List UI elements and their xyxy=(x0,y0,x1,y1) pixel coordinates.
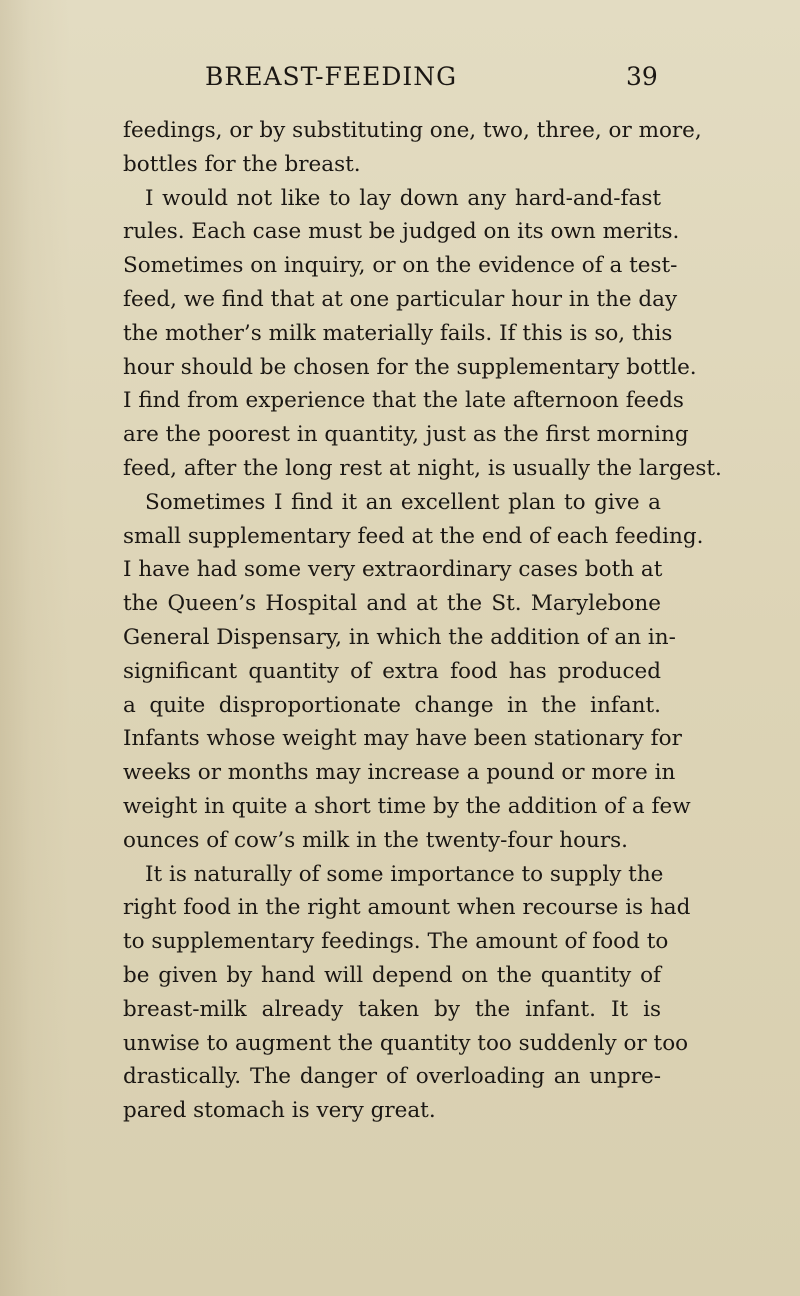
running-head: BREAST-FEEDING xyxy=(205,62,458,91)
text-line: a quite disproportionate change in the infant. xyxy=(123,692,661,718)
text-line: I find from experience that the late afternoon feeds xyxy=(123,388,684,414)
body-text xyxy=(123,114,722,1128)
text-line: be given by hand will depend on the quantity of xyxy=(123,962,661,988)
text-line: hour should be chosen for the supplementary bottle. xyxy=(123,354,697,380)
text-line: unwise to augment the quantity too suddenly or too xyxy=(123,1030,689,1056)
text-line: ounces of cow’s milk in the twenty-four hours. xyxy=(123,827,629,853)
text-line: Sometimes I find it an excellent plan to give a xyxy=(145,489,661,515)
text-line: the Queen’s Hospital and at the St. Marylebone xyxy=(123,591,661,617)
text-line: breast-milk already taken by the infant. It is xyxy=(123,996,661,1022)
text-line: right food in the right amount when recourse is had xyxy=(123,895,691,921)
text-line: weeks or months may increase a pound or more in xyxy=(123,760,676,786)
text-line: the mother’s milk materially fails. If this is so, this xyxy=(123,320,673,346)
text-line: pared stomach is very great. xyxy=(123,1098,436,1124)
page-header xyxy=(0,62,800,102)
text-line: Infants whose weight may have been stationary for xyxy=(123,726,682,752)
text-line: bottles for the breast. xyxy=(123,151,361,177)
text-line: significant quantity of extra food has produced xyxy=(123,658,661,684)
text-line: feed, after the long rest at night, is usually the largest. xyxy=(123,455,722,481)
text-line: are the poorest in quantity, just as the first morning xyxy=(123,422,689,448)
text-line: General Dispensary, in which the addition of an in- xyxy=(123,624,676,650)
text-line: small supplementary feed at the end of each feeding. xyxy=(123,523,704,549)
text-line: Sometimes on inquiry, or on the evidence of a test- xyxy=(123,253,678,279)
page-number: 39 xyxy=(626,62,658,91)
text-line: rules. Each case must be judged on its own merits. xyxy=(123,219,680,245)
text-line: It is naturally of some importance to supply the xyxy=(145,861,664,887)
text-line: to supplementary feedings. The amount of food to xyxy=(123,929,669,955)
text-line: feed, we find that at one particular hour in the day xyxy=(123,286,678,312)
text-line: feedings, or by substituting one, two, three, or more, xyxy=(123,118,702,143)
text-line: drastically. The danger of overloading an unpre- xyxy=(123,1064,661,1090)
text-line: I have had some very extraordinary cases both at xyxy=(123,557,663,583)
text-line: I would not like to lay down any hard-and-fast xyxy=(145,185,661,211)
text-line: weight in quite a short time by the addition of a few xyxy=(123,793,691,819)
